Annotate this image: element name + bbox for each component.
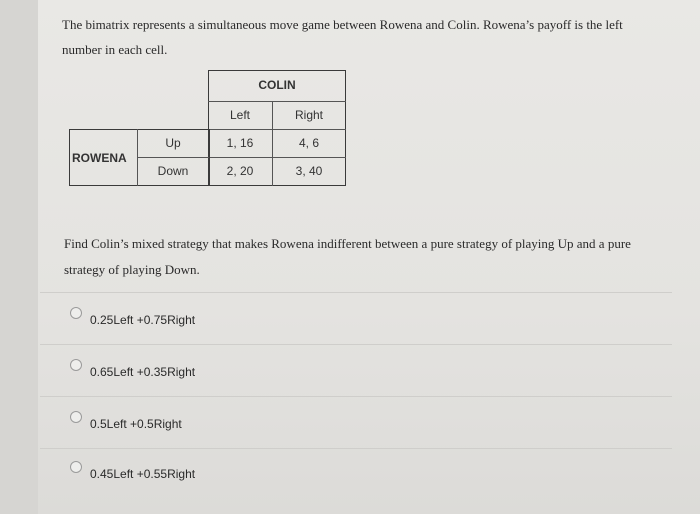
question-line-1: Find Colin’s mixed strategy that makes Rowena indifferent between a pure strategy of playing Up and a pure: [64, 236, 631, 251]
divider: [137, 157, 209, 158]
intro-line-2: number in each cell.: [62, 42, 168, 57]
payoff-cell-up-left: 1, 16: [226, 136, 254, 150]
radio-button[interactable]: [70, 461, 82, 473]
divider: [208, 157, 346, 158]
divider: [208, 129, 346, 130]
radio-button[interactable]: [70, 411, 82, 423]
answer-option-label[interactable]: 0.5Left +0.5Right: [90, 417, 182, 431]
row-header-up: Up: [165, 136, 181, 150]
answer-option[interactable]: [40, 292, 672, 341]
answer-option-label[interactable]: 0.45Left +0.55Right: [90, 467, 196, 481]
divider: [208, 101, 346, 102]
answer-option[interactable]: [40, 448, 672, 509]
intro-line-1: The bimatrix represents a simultaneous move game between Rowena and Colin. Rowena’s payoff is the left: [62, 17, 623, 32]
problem-intro: [62, 12, 672, 62]
column-header-left: Left: [229, 108, 250, 122]
row-player-label: ROWENA: [72, 151, 127, 165]
payoff-cell-up-right: 4, 6: [298, 136, 319, 150]
answer-option[interactable]: [40, 396, 672, 445]
answer-option-label[interactable]: 0.25Left +0.75Right: [90, 313, 196, 327]
column-player-label: COLIN: [258, 78, 296, 92]
answer-option[interactable]: [40, 344, 672, 393]
radio-button[interactable]: [70, 359, 82, 371]
question-line-2: strategy of playing Down.: [64, 262, 200, 277]
question-text: [64, 231, 674, 283]
answer-option-label[interactable]: 0.65Left +0.35Right: [90, 365, 196, 379]
payoff-cell-down-left: 2, 20: [226, 164, 254, 178]
payoff-cell-down-right: 3, 40: [295, 164, 323, 178]
radio-button[interactable]: [70, 307, 82, 319]
row-header-down: Down: [157, 164, 189, 178]
column-header-right: Right: [294, 108, 323, 122]
